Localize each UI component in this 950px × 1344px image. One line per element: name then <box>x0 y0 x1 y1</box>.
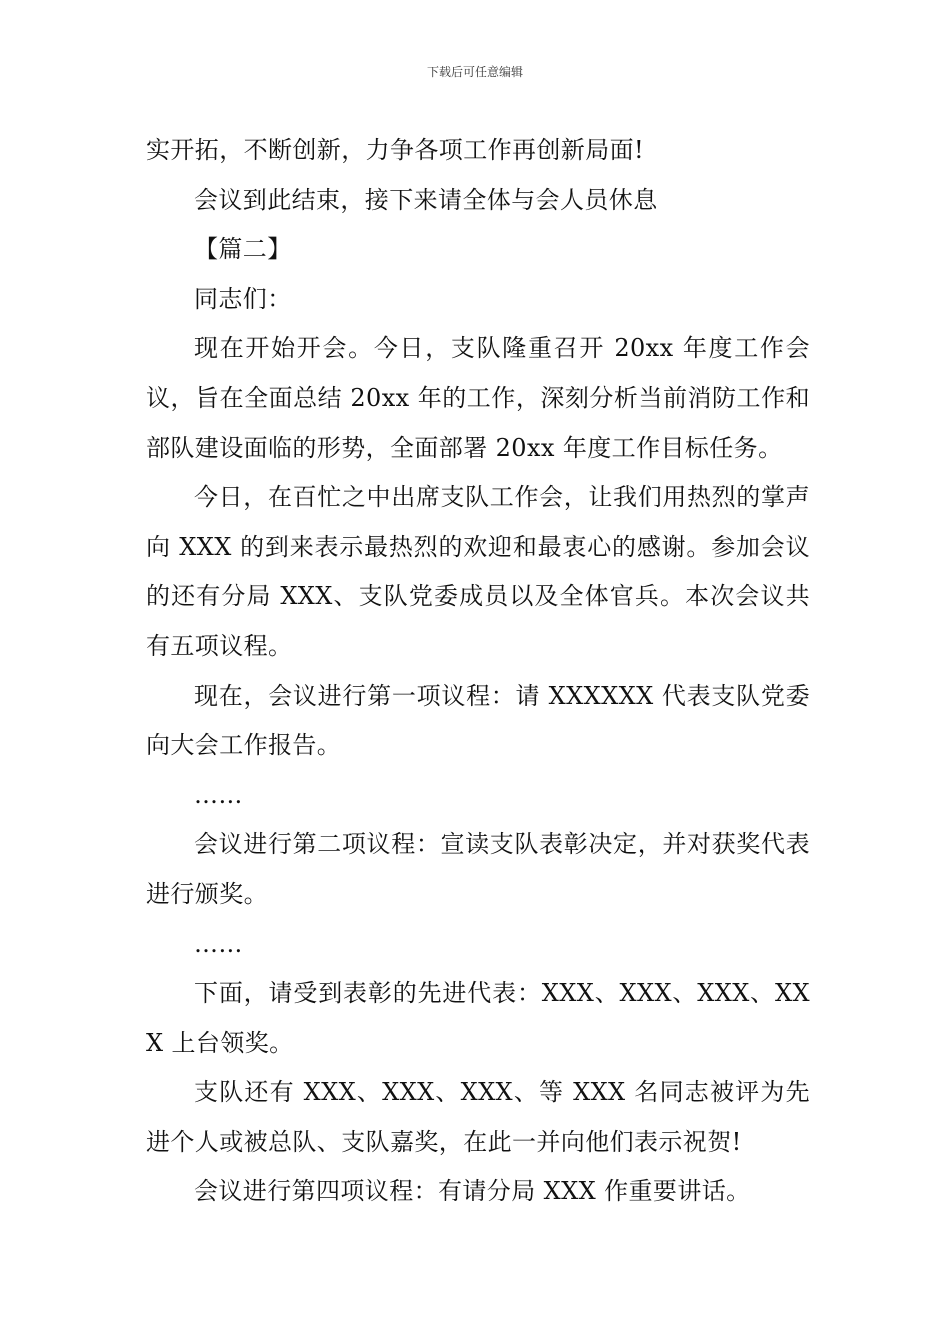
paragraph: 会议进行第二项议程：宣读支队表彰决定，并对获奖代表进行颁奖。 <box>146 830 810 908</box>
paragraph: 支队还有 XXX、XXX、XXX、等 XXX 名同志被评为先进个人或被总队、支队嘉奖，在此一并向他们表示祝贺! <box>146 1078 810 1156</box>
paragraph: 会议到此结束，接下来请全体与会人员休息 <box>194 185 658 214</box>
paragraph: 现在，会议进行第一项议程：请 XXXXXX 代表支队党委向大会工作报告。 <box>146 681 810 760</box>
paragraph: 会议进行第四项议程：有请分局 XXX 作重要讲话。 <box>194 1177 751 1206</box>
paragraph: 实开拓，不断创新，力争各项工作再创新局面! <box>146 136 645 164</box>
paragraph: 下面，请受到表彰的先进代表：XXX、XXX、XXX、XXX 上台领奖。 <box>146 979 810 1057</box>
page-header: 下载后可任意编辑 <box>426 65 523 79</box>
ellipsis: …… <box>194 929 243 958</box>
paragraph: 现在开始开会。今日，支队隆重召开 20xx 年度工作会议，旨在全面总结 20xx 年的工作，深刻分析当前消防工作和部队建设面临的形势，全面部署 20xx 年度工作目标任务。 <box>146 334 810 462</box>
section-heading: 【篇二】 <box>194 235 292 264</box>
salutation: 同志们： <box>194 284 292 313</box>
document-body <box>146 126 810 1217</box>
ellipsis: …… <box>194 780 243 809</box>
paragraph: 今日，在百忙之中出席支队工作会，让我们用热烈的掌声向 XXX 的到来表示最热烈的欢迎和最衷心的感谢。参加会议的还有分局 XXX、支队党委成员以及全体官兵。本次会议共有五项议程。 <box>146 483 810 660</box>
